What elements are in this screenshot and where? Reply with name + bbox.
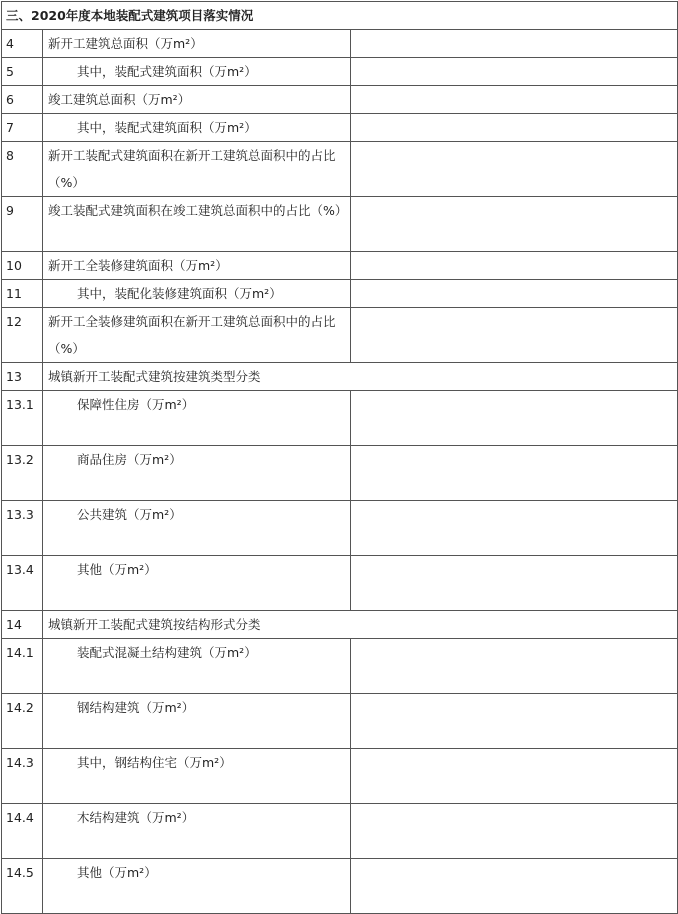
table-row (2, 749, 678, 804)
row-value-cell[interactable] (351, 749, 678, 804)
row-label: 新开工装配式建筑面积在新开工建筑总面积中的占比（%） (43, 142, 351, 197)
row-value-cell[interactable] (351, 804, 678, 859)
table-row (2, 114, 678, 142)
row-number: 10 (2, 252, 43, 280)
row-number: 13.3 (2, 501, 43, 556)
table-title-row (2, 2, 678, 30)
row-number: 6 (2, 86, 43, 114)
table-row (2, 804, 678, 859)
table-row (2, 391, 678, 446)
row-value-cell[interactable] (351, 391, 678, 446)
row-number: 13.2 (2, 446, 43, 501)
row-label: 其中，装配式建筑面积（万m²） (43, 114, 351, 142)
row-value-cell[interactable] (351, 114, 678, 142)
row-number: 14.4 (2, 804, 43, 859)
row-label: 其他（万m²） (43, 556, 351, 611)
row-number: 9 (2, 197, 43, 252)
row-number: 8 (2, 142, 43, 197)
row-label: 其中，装配化装修建筑面积（万m²） (43, 280, 351, 308)
row-value-cell[interactable] (351, 58, 678, 86)
row-label: 新开工全装修建筑面积在新开工建筑总面积中的占比（%） (43, 308, 351, 363)
row-value-cell[interactable] (351, 556, 678, 611)
row-number: 13 (2, 363, 43, 391)
row-label: 商品住房（万m²） (43, 446, 351, 501)
row-label: 竣工建筑总面积（万m²） (43, 86, 351, 114)
row-label: 新开工建筑总面积（万m²） (43, 30, 351, 58)
row-label: 其中，装配式建筑面积（万m²） (43, 58, 351, 86)
table-row (2, 30, 678, 58)
row-label: 装配式混凝土结构建筑（万m²） (43, 639, 351, 694)
row-value-cell[interactable] (351, 639, 678, 694)
row-value-cell[interactable] (351, 446, 678, 501)
row-label: 竣工装配式建筑面积在竣工建筑总面积中的占比（%） (43, 197, 351, 252)
row-number: 7 (2, 114, 43, 142)
row-label: 其他（万m²） (43, 859, 351, 914)
table-row (2, 142, 678, 197)
row-value-cell[interactable] (351, 30, 678, 58)
section-row (2, 363, 678, 391)
row-label: 其中，钢结构住宅（万m²） (43, 749, 351, 804)
row-value-cell[interactable] (351, 308, 678, 363)
section-row (2, 611, 678, 639)
row-value-cell[interactable] (351, 694, 678, 749)
row-value-cell[interactable] (351, 142, 678, 197)
row-number: 13.4 (2, 556, 43, 611)
project-table (1, 1, 678, 914)
row-number: 14.2 (2, 694, 43, 749)
row-value-cell[interactable] (351, 197, 678, 252)
table-row (2, 446, 678, 501)
table-row (2, 639, 678, 694)
table-row (2, 501, 678, 556)
row-value-cell[interactable] (351, 280, 678, 308)
table-row (2, 197, 678, 252)
row-value-cell[interactable] (351, 86, 678, 114)
row-number: 14 (2, 611, 43, 639)
table-row (2, 694, 678, 749)
table-row (2, 58, 678, 86)
row-value-cell[interactable] (351, 859, 678, 914)
row-label: 钢结构建筑（万m²） (43, 694, 351, 749)
table-row (2, 556, 678, 611)
row-value-cell[interactable] (351, 501, 678, 556)
row-value-cell[interactable] (351, 252, 678, 280)
table-row (2, 86, 678, 114)
table-title: 三、2020年度本地装配式建筑项目落实情况 (2, 2, 678, 30)
row-number: 14.3 (2, 749, 43, 804)
row-number: 4 (2, 30, 43, 58)
row-number: 11 (2, 280, 43, 308)
table-row (2, 280, 678, 308)
row-number: 14.5 (2, 859, 43, 914)
row-label: 新开工全装修建筑面积（万m²） (43, 252, 351, 280)
section-label: 城镇新开工装配式建筑按建筑类型分类 (43, 363, 678, 391)
table-row (2, 859, 678, 914)
row-label: 木结构建筑（万m²） (43, 804, 351, 859)
row-number: 5 (2, 58, 43, 86)
row-label: 保障性住房（万m²） (43, 391, 351, 446)
row-label: 公共建筑（万m²） (43, 501, 351, 556)
row-number: 14.1 (2, 639, 43, 694)
section-label: 城镇新开工装配式建筑按结构形式分类 (43, 611, 678, 639)
table-row (2, 252, 678, 280)
row-number: 13.1 (2, 391, 43, 446)
row-number: 12 (2, 308, 43, 363)
table-row (2, 308, 678, 363)
